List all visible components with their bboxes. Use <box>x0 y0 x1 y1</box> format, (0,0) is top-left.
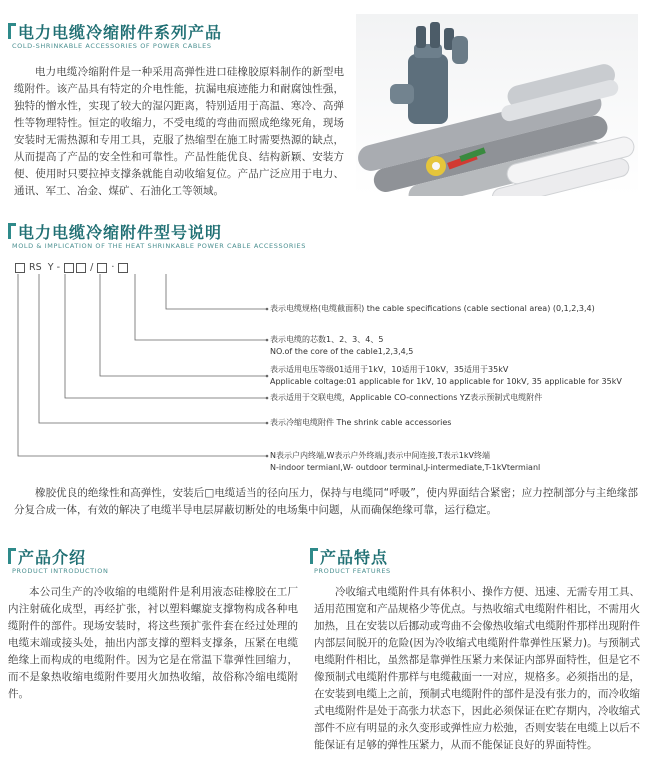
annotation-text: 表示电缆的芯数1、2、3、4、5 <box>270 335 384 344</box>
intro-paragraph: 电力电缆冷缩附件是一种采用高弹性进口硅橡胶原料制作的新型电缆附件。该产品具有特定的介电性能，抗漏电痕迹能力和耐腐蚀性强，独特的憎水性，实现了较大的湿闪距离，特别适用于高温、寒冷、高弹性等物理特性。恒定的收缩力，不受电缆的弯曲而照成绝缘死角，现场安装时无需热源和专用工具，克服了热缩型在施工时需要热源的缺点，从而提高了产品的安全性和可靠性。产品性能优良、结构新颖、安装方便、使用时只要拉掉支撑条就能自动收缩复位。产品广泛应用于电力、通讯、军工、冶金、煤矿、石油化工等领域。 <box>14 66 344 197</box>
annotation-text-en: N-indoor termianl,W- outdoor terminal,J-intermediate,T-1kVtermianl <box>270 463 541 472</box>
annotation-text-en: Applicable coltage:01 applicable for 1kV, 10 applicable for 10kV, 35 applicable for 35kV <box>270 377 622 386</box>
section-subtitle: PRODUCT INTRODUCTION <box>12 567 109 575</box>
heading-bracket-icon <box>310 548 318 564</box>
heading-bracket-icon <box>8 548 16 564</box>
annotation-shrink <box>270 417 451 429</box>
section-title: 电力电缆冷缩附件型号说明 <box>18 223 223 242</box>
annotation-voltage <box>270 364 622 388</box>
section-subtitle: COLD-SHRINKABLE ACCESSORIES OF POWER CABLES <box>12 42 212 50</box>
section-heading-introduction <box>8 545 208 577</box>
annotation-text: 表示电缆规格(电缆截面积) the cable specifications (cable sectional area) (0,1,2,3,4) <box>270 304 595 313</box>
section-heading-features <box>310 545 510 577</box>
insulation-paragraph: 橡胶优良的绝缘性和高弹性，安装后□电缆适当的径向压力，保持与电缆同“呼吸”，使内界面结合紧密；应力控制部分与主绝缘部分复合成一体，有效的解决了电缆半导电层屏蔽切断处的电场集中问题，从而确保绝缘可靠，运行稳定。 <box>14 487 638 516</box>
features-paragraph: 冷收缩式电缆附件具有体积小、操作方便、迅速、无需专用工具、适用范围宽和产品规格少等优点。与热收缩式电缆附件相比，不需用火加热，且在安装以后挪动或弯曲不会像热收缩式电缆附件那样出现附件内部层间脱开的危险(因为冷收缩式电缆附件靠弹性压紧力)。与预制式电缆附件相比，虽然都是靠弹性压紧力来保证内部界面特性，但是它不像预制式电缆附件那样与电缆截面一一对应，规格多。必须指出的是，在安装到电缆上之前，预制式电缆附件的部件是没有张力的，而冷收缩式电缆附件是处于高张力状态下，因此必须保证在贮存期内，冷收缩式部件不应有明显的永久变形或弹性应力松弛，否则安装在电缆上以后不能保证有足够的弹性压紧力，从而不能保证良好的界面特性。 <box>314 586 640 751</box>
code-y: Y <box>47 262 54 273</box>
annotation-terminal <box>270 450 540 474</box>
section-title: 产品特点 <box>320 548 389 567</box>
section-title: 电力电缆冷缩附件系列产品 <box>18 23 223 42</box>
code-slash: / <box>90 262 94 273</box>
section-title: 产品介绍 <box>18 548 87 567</box>
section-subtitle: MOLD & IMPLICATION OF THE HEAT SHRINKABLE POWER CABLE ACCESSORIES <box>12 242 306 250</box>
annotation-text: N表示户内终端,W表示户外终端,J表示中间连接,T表示1kV终端 <box>270 451 490 460</box>
introduction-paragraph: 本公司生产的冷收缩的电缆附件是利用液态硅橡胶在工厂内注射硫化成型，再经扩张，衬以塑料螺旋支撑物构成各种电缆附件的部件。现场安装时，将这些预扩张件套在经过处理的电缆末端或接头处，抽出内部支撑的塑料支撑条，压紧在电缆绝缘上而构成的电缆附件。因为它是在常温下靠弹性回缩力，而不是象热收缩电缆附件要用火加热收缩，故俗称冷缩电缆附件。 <box>8 586 298 700</box>
annotation-xlpe <box>270 392 542 404</box>
annotation-spec <box>270 303 595 315</box>
section-subtitle: PRODUCT FEATURES <box>314 567 391 575</box>
annotation-text: 表示适用电压等级01适用于1kV，10适用于10kV，35适用于35kV <box>270 365 509 374</box>
annotation-text-en: NO.of the core of the cable1,2,3,4,5 <box>270 347 414 356</box>
code-rs: RS <box>29 262 42 273</box>
annotation-text: 表示冷缩电缆附件 The shrink cable accessories <box>270 418 452 427</box>
code-dot: · <box>111 262 115 273</box>
annotation-cores <box>270 334 413 358</box>
annotation-text: 表示适用于交联电缆，Applicable CO-connections YZ表示预制式电缆附件 <box>270 393 543 402</box>
code-dash: - <box>56 262 60 273</box>
